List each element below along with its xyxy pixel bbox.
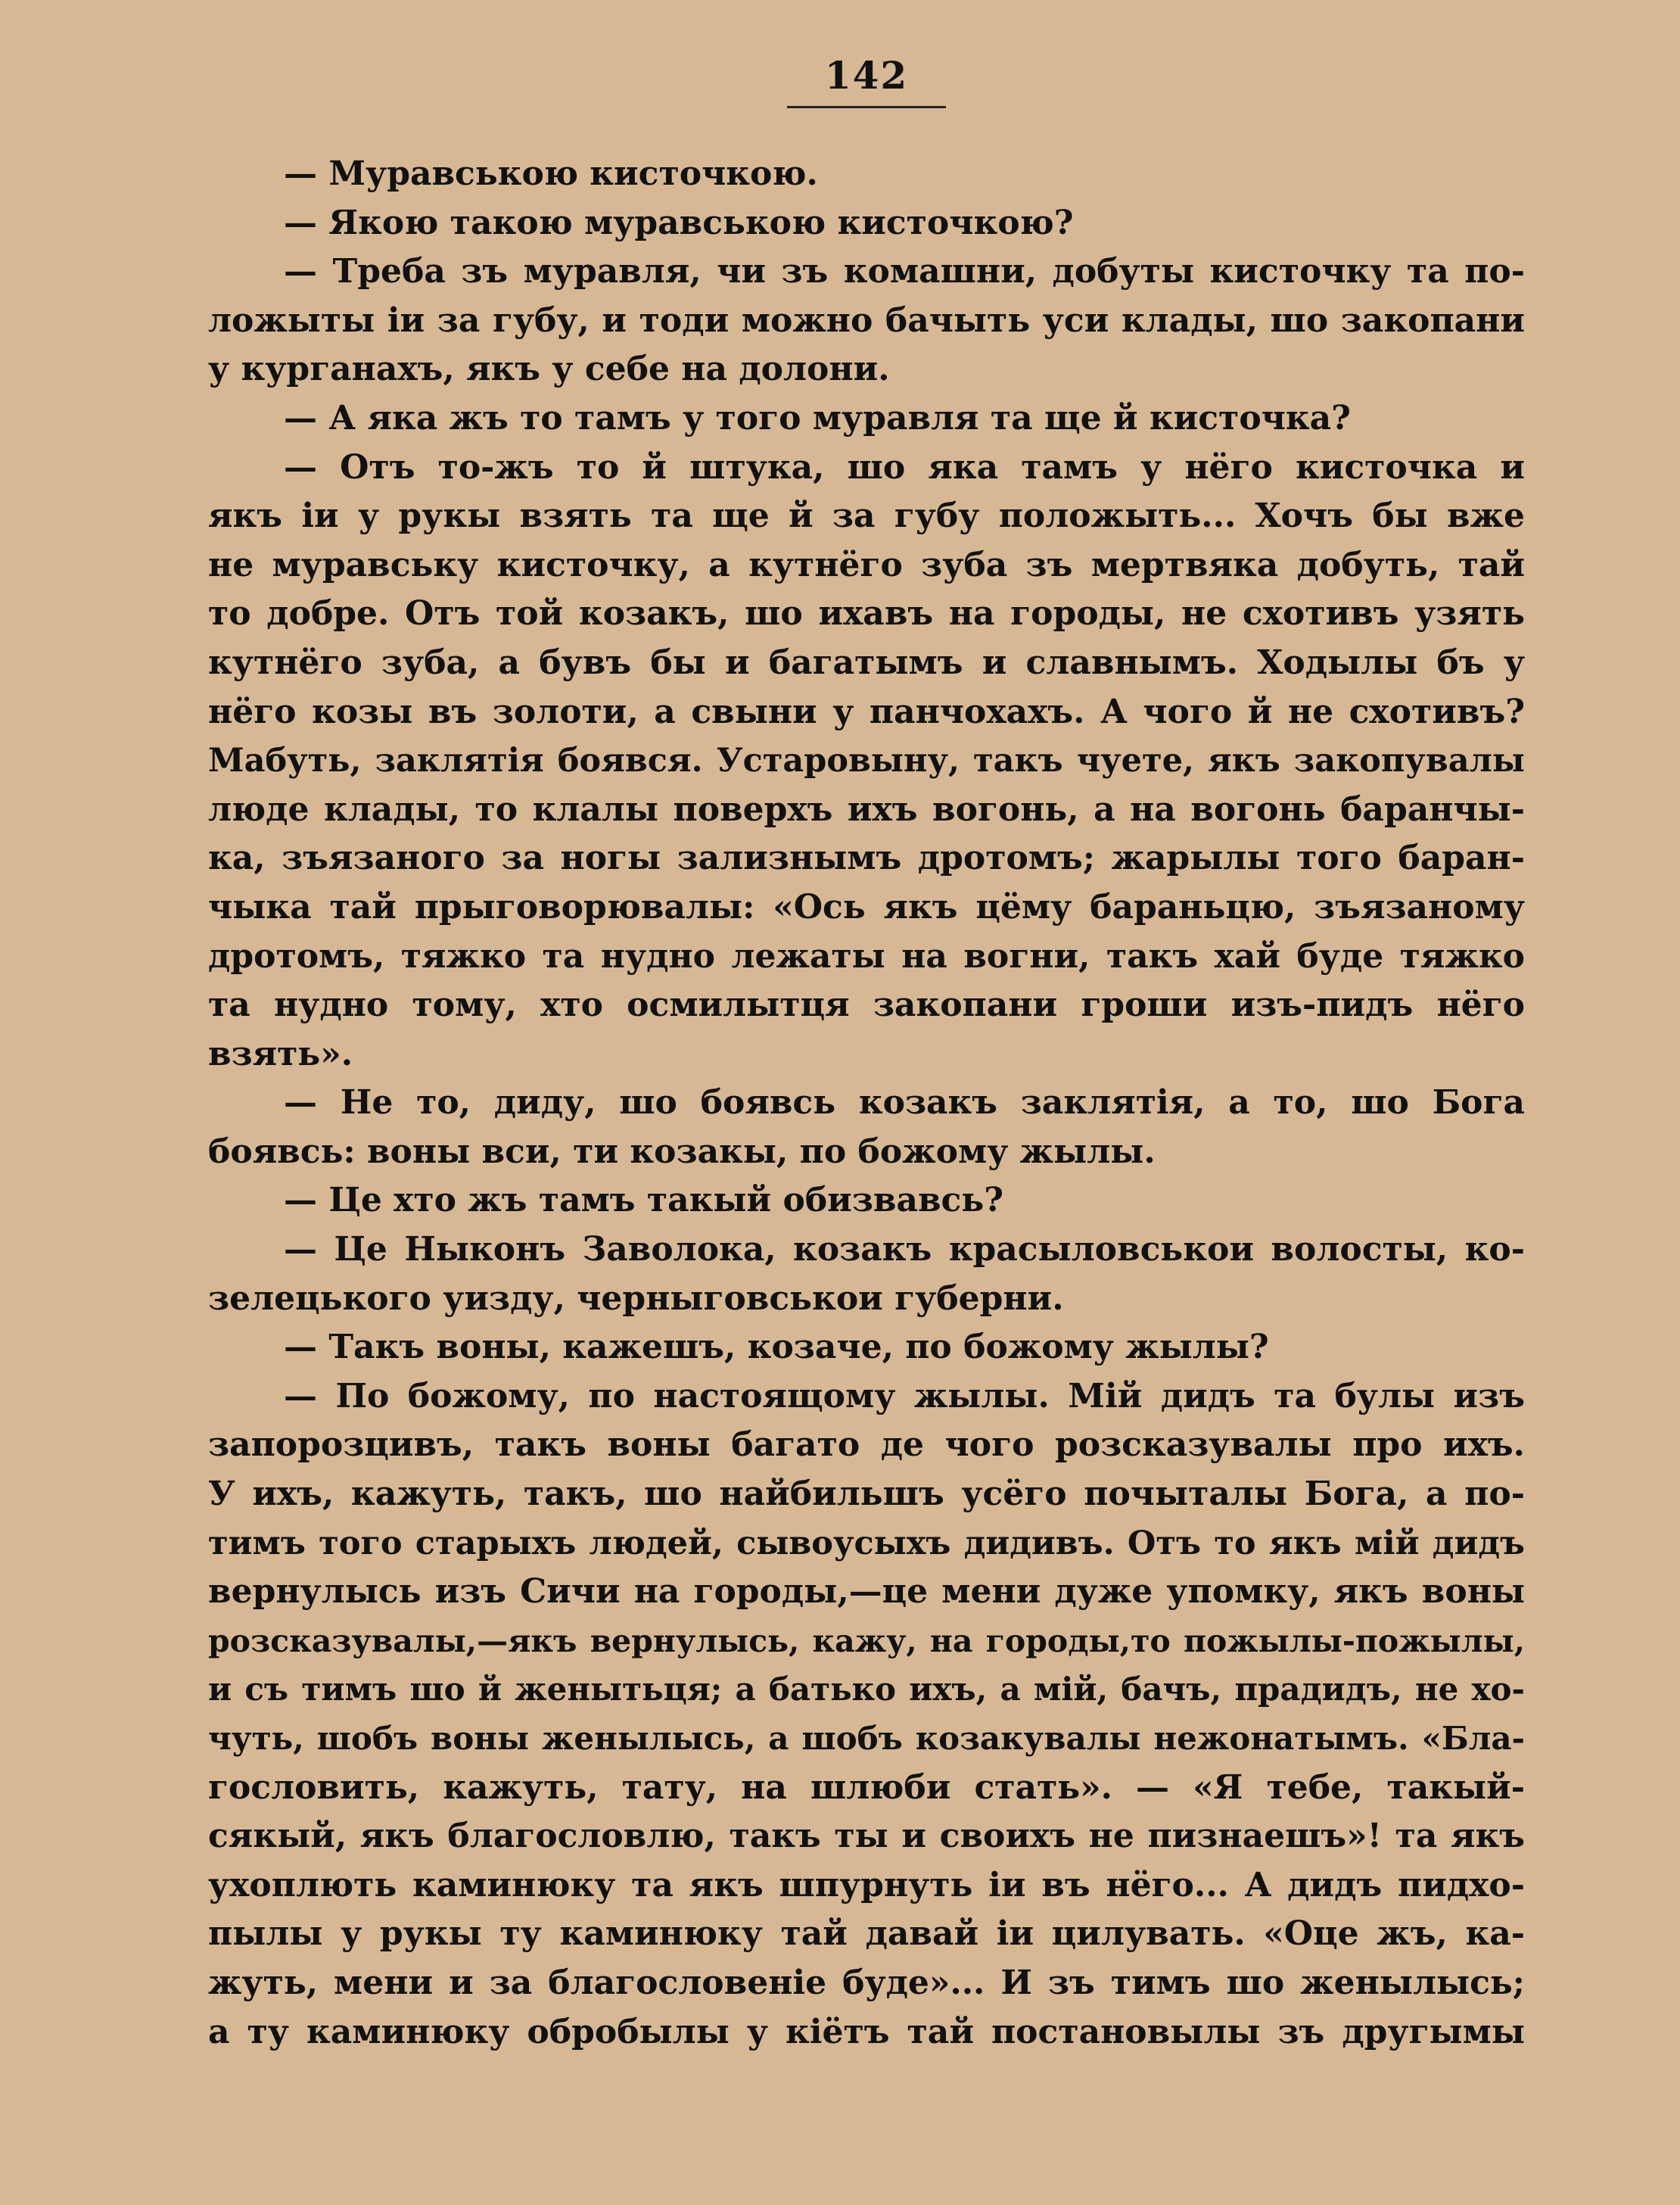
text-line: — Якою такою муравською кисточкою? bbox=[284, 203, 1074, 242]
text-line: якъ іи у рукы взять та ще й за губу положыть... Хочъ бы вже bbox=[208, 497, 1525, 536]
text-line: та нудно тому, хто осмилытця закопани гроши изъ-пидъ нёго bbox=[208, 986, 1525, 1025]
text-line: чуть, шобъ воны женылысь, а шобъ козакувалы нежонатымъ. «Бла- bbox=[208, 1720, 1525, 1757]
text-line: то добре. Отъ той козакъ, шо ихавъ на городы, не схотивъ узять bbox=[208, 594, 1525, 634]
text-line: кутнёго зуба, а бувъ бы и багатымъ и славнымъ. Ходылы бъ у bbox=[208, 643, 1525, 682]
text-line: сякый, якъ благословлю, такъ ты и своихъ не пизнаешъ»! та якъ bbox=[208, 1817, 1525, 1856]
text-line: розсказувалы,—якъ вернулысь, кажу, на городы,то пожылы-пожылы, bbox=[208, 1622, 1525, 1659]
text-line: запорозцивъ, такъ воны багато де чого розсказувалы про ихъ. bbox=[208, 1425, 1525, 1465]
text-line: — Муравськoю кисточкою. bbox=[284, 154, 818, 193]
text-line: пылы у рукы ту каминюку тай давай іи цилувать. «Оце жъ, ка- bbox=[208, 1914, 1525, 1954]
text-line: — Такъ воны, кажешъ, козаче, по божому жылы? bbox=[284, 1328, 1269, 1367]
body-text bbox=[208, 150, 1525, 2057]
text-line: ка, зъязаного за ногы зализнымъ дротомъ; жарылы того баран- bbox=[208, 839, 1525, 878]
text-line: — Це хто жъ тамъ такый обизвавсь? bbox=[284, 1181, 1003, 1220]
text-line: — Це Ныконъ Заволока, козакъ красыловськои волосты, ко- bbox=[284, 1230, 1525, 1269]
text-line: ложыты іи за губу, и тоди можно бачыть уси клады, шо закопани bbox=[208, 301, 1525, 340]
text-line: а ту каминюку обробылы у кіётъ тай постановылы зъ другымы bbox=[208, 2012, 1525, 2051]
text-line: дротомъ, тяжко та нудно лежаты на вогни, такъ хай буде тяжко bbox=[208, 936, 1525, 976]
text-line: боявсь: воны вси, ти козакы, по божому жылы. bbox=[208, 1132, 1156, 1171]
text-line: Мабуть, заклятія боявся. Устаровыну, такъ чуете, якъ закопувалы bbox=[208, 742, 1525, 780]
text-line: — Треба зъ муравля, чи зъ комашни, добуты кисточку та по- bbox=[284, 252, 1525, 291]
text-line: тимъ того старыхъ людей, сывоусыхъ дидивъ. Отъ то якъ мій дидъ bbox=[208, 1524, 1525, 1562]
text-line: люде клады, то клалы поверхъ ихъ вогонь, а на вогонь баранчы- bbox=[208, 790, 1525, 829]
text-line: жуть, мени и за благословеніе буде»... И зъ тимъ шо женылысь; bbox=[208, 1963, 1525, 2002]
text-line: зелецького уизду, черныговськои губерни. bbox=[208, 1278, 1064, 1318]
text-line: взять». bbox=[208, 1034, 353, 1073]
text-line: — Отъ то-жъ то й штука, шо яка тамъ у нёго кисточка и bbox=[284, 447, 1525, 487]
page-number-rule bbox=[787, 106, 946, 108]
text-line: нёго козы въ золоти, а свыни у панчохахъ. А чого й не схотивъ? bbox=[208, 692, 1525, 731]
text-line: — По божому, по настоящому жылы. Мій дидъ та булы изъ bbox=[284, 1376, 1525, 1415]
text-line: и съ тимъ шо й женытьця; а батько ихъ, а мій, бачъ, прадидъ, не хо- bbox=[208, 1671, 1525, 1708]
text-line: чыка тай прыговорювалы: «Ось якъ цёму бараньцю, зъязаному bbox=[208, 887, 1525, 927]
text-line: У ихъ, кажуть, такъ, шо найбильшъ усёго почыталы Бога, а по- bbox=[208, 1475, 1525, 1514]
text-line: у курганахъ, якъ у себе на долони. bbox=[208, 350, 890, 389]
text-line: — А яка жъ то тамъ у того муравля та ще й кисточка? bbox=[284, 398, 1351, 438]
text-line: гословить, кажуть, тату, на шлюби стать». — «Я тебе, такый- bbox=[208, 1767, 1525, 1807]
text-line: вернулысь изъ Сичи на городы,—це мени дуже упомку, якъ воны bbox=[208, 1572, 1525, 1612]
text-line: — Не то, диду, шо боявсь козакъ заклятія, а то, шо Бога bbox=[284, 1083, 1525, 1123]
text-line: ухоплють каминюку та якъ шпурнуть іи въ нёго... А дидъ пидхо- bbox=[208, 1865, 1525, 1904]
page-number: 142 bbox=[824, 53, 909, 98]
text-line: не муравську кисточку, а кутнёго зуба зъ мертвяка добуть, тай bbox=[208, 545, 1525, 584]
